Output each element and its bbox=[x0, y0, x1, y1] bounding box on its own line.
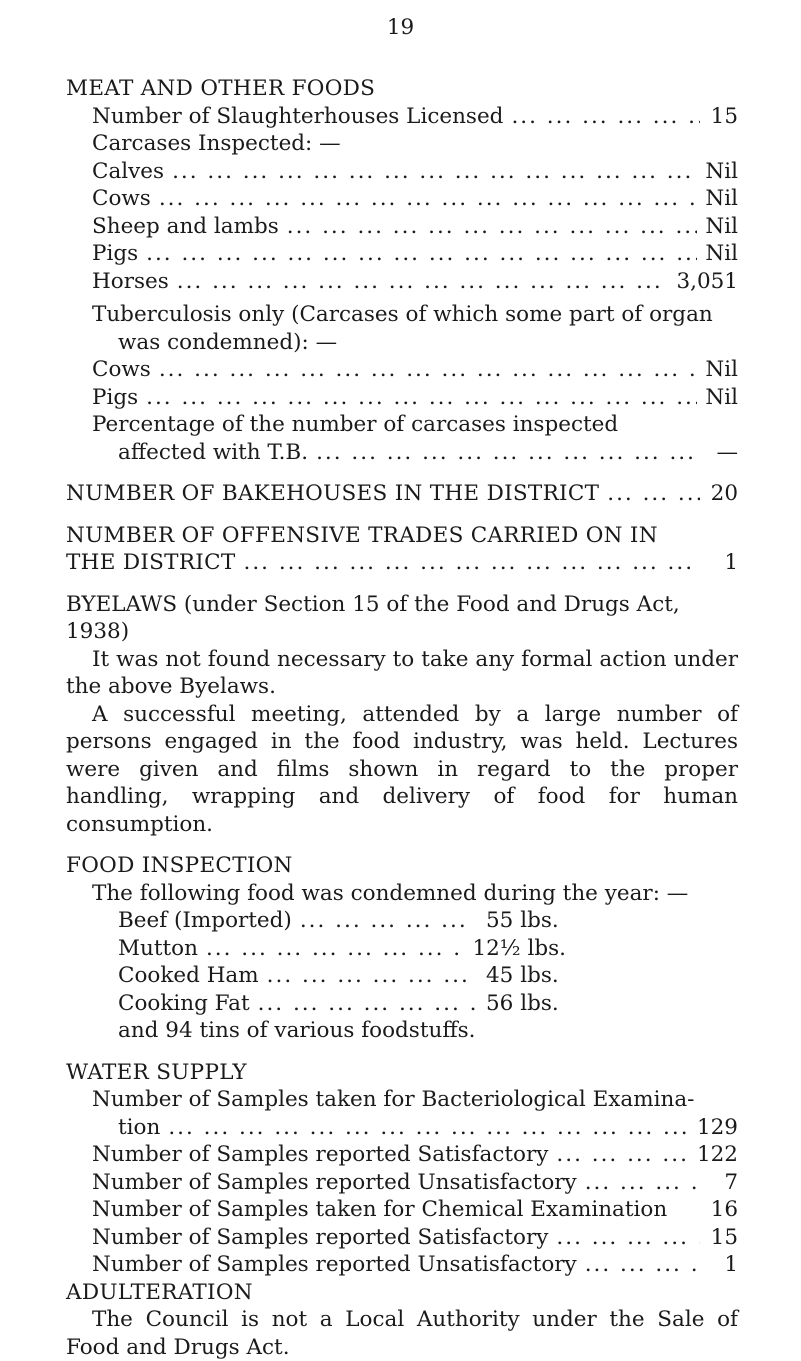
offensive-line1: NUMBER OF OFFENSIVE TRADES CARRIED ON IN bbox=[66, 522, 658, 548]
food-label: Cooking Fat bbox=[118, 990, 250, 1016]
leader-dots bbox=[287, 213, 698, 241]
food-tins: and 94 tins of various foodstuffs. bbox=[118, 1018, 476, 1043]
percentage-line1: Percentage of the number of carcases inspected bbox=[92, 412, 619, 437]
percentage-value: — bbox=[716, 439, 738, 465]
carcase-value: Nil bbox=[705, 158, 738, 184]
bakehouses-label: NUMBER OF BAKEHOUSES IN THE DISTRICT bbox=[66, 481, 600, 506]
water-value: 1 bbox=[724, 1252, 738, 1277]
water-value: 129 bbox=[696, 1114, 738, 1140]
water-value: 7 bbox=[724, 1169, 738, 1195]
leader-dots bbox=[585, 1169, 700, 1197]
carcase-label: Sheep and lambs bbox=[92, 213, 279, 239]
leader-dots bbox=[607, 480, 700, 508]
food-inspection-heading: FOOD INSPECTION bbox=[66, 853, 293, 878]
byelaws-para1: It was not found necessary to take any formal action under the above Byelaws. bbox=[66, 646, 738, 699]
water-row bbox=[66, 1196, 738, 1224]
leader-dots bbox=[159, 356, 698, 384]
carcase-label: Cows bbox=[92, 186, 151, 211]
tb-value: Nil bbox=[705, 357, 738, 382]
water-list bbox=[66, 1086, 738, 1279]
document-body bbox=[66, 75, 738, 1361]
carcase-value: 3,051 bbox=[676, 268, 738, 294]
food-value: 56 lbs. bbox=[486, 990, 559, 1016]
leader-dots bbox=[146, 384, 697, 412]
leader-dots bbox=[177, 268, 669, 296]
food-row-beef bbox=[66, 907, 566, 935]
tb-label: Pigs bbox=[92, 384, 139, 410]
bakehouses-row bbox=[66, 480, 738, 508]
tb-label: Cows bbox=[92, 357, 151, 382]
slaughterhouses-value: 15 bbox=[710, 103, 738, 129]
food-value: 55 lbs. bbox=[486, 908, 559, 933]
water-bact-row bbox=[66, 1114, 738, 1142]
adulteration-text: The Council is not a Local Authority under the Sale of Food and Drugs Act. bbox=[66, 1307, 738, 1360]
water-label: tion bbox=[118, 1114, 161, 1140]
adulteration-heading: ADULTERATION bbox=[66, 1279, 253, 1305]
slaughterhouses-row bbox=[66, 103, 738, 131]
food-row-mutton bbox=[66, 935, 566, 963]
leader-dots bbox=[206, 935, 465, 963]
leader-dots bbox=[159, 185, 698, 213]
carcase-row-sheep bbox=[66, 213, 738, 241]
leader-dots bbox=[556, 1141, 689, 1169]
leader-dots bbox=[585, 1251, 700, 1279]
carcase-value: Nil bbox=[705, 186, 738, 211]
water-row bbox=[66, 1141, 738, 1169]
tb-heading: Tuberculosis only (Carcases of which some part of organ was condemned): — bbox=[92, 302, 713, 355]
water-label: Number of Samples taken for Chemical Examination bbox=[92, 1197, 668, 1222]
leader-dots bbox=[172, 158, 697, 186]
carcase-value: Nil bbox=[705, 213, 738, 239]
food-label: Beef (Imported) bbox=[118, 908, 292, 933]
carcases-heading: Carcases Inspected: — bbox=[92, 131, 341, 156]
offensive-row bbox=[66, 549, 738, 577]
carcase-label: Horses bbox=[92, 268, 169, 294]
water-value: 122 bbox=[696, 1142, 738, 1167]
carcase-row-calves bbox=[66, 158, 738, 186]
tb-row-pigs bbox=[66, 384, 738, 412]
leader-dots bbox=[300, 907, 478, 935]
percentage-row bbox=[66, 439, 738, 467]
carcase-row-horses bbox=[66, 268, 738, 296]
leader-dots bbox=[511, 103, 700, 131]
water-label: Number of Samples reported Satisfactory bbox=[92, 1142, 549, 1167]
byelaws-heading: BYELAWS (under Section 15 of the Food and Drugs Act, 1938) bbox=[66, 591, 680, 644]
water-label: Number of Samples reported Unsatisfactory bbox=[92, 1252, 577, 1277]
leader-dots bbox=[316, 439, 700, 467]
leader-dots bbox=[556, 1224, 700, 1252]
water-row bbox=[66, 1224, 738, 1252]
water-heading: WATER SUPPLY bbox=[66, 1059, 247, 1085]
food-list bbox=[66, 907, 566, 1017]
percentage-label: affected with T.B. bbox=[118, 439, 309, 465]
water-bact-line1: Number of Samples taken for Bacteriological Examina- bbox=[92, 1087, 695, 1112]
tb-row-cows bbox=[66, 356, 738, 384]
carcase-row-cows bbox=[66, 185, 738, 213]
carcase-label: Pigs bbox=[92, 241, 139, 266]
leader-dots bbox=[146, 240, 697, 268]
water-label: Number of Samples reported Satisfactory bbox=[92, 1224, 549, 1250]
carcase-row-pigs bbox=[66, 240, 738, 268]
bakehouses-value: 20 bbox=[710, 481, 738, 506]
water-value: 16 bbox=[710, 1197, 738, 1222]
carcase-label: Calves bbox=[92, 158, 165, 184]
food-value: 45 lbs. bbox=[486, 963, 559, 988]
food-inspection-intro: The following food was condemned during the year: — bbox=[92, 880, 689, 906]
offensive-label: THE DISTRICT bbox=[66, 550, 236, 575]
food-row-fat bbox=[66, 990, 566, 1018]
byelaws-para2: A successful meeting, attended by a large number of persons engaged in the food industry, was held. Lectures were given and films shown in regard to the proper handling, wrapping and delivery of food for human consumption. bbox=[66, 701, 738, 837]
leader-dots bbox=[267, 962, 478, 990]
meat-heading: MEAT AND OTHER FOODS bbox=[66, 76, 376, 101]
page-number: 19 bbox=[386, 15, 415, 40]
leader-dots bbox=[244, 549, 701, 577]
leader-dots bbox=[168, 1114, 689, 1142]
slaughterhouses-label: Number of Slaughterhouses Licensed bbox=[92, 103, 504, 129]
food-label: Cooked Ham bbox=[118, 963, 259, 988]
carcase-value: Nil bbox=[705, 241, 738, 266]
water-row bbox=[66, 1169, 738, 1197]
food-row-ham bbox=[66, 962, 566, 990]
leader-dots bbox=[258, 990, 478, 1018]
water-label: Number of Samples reported Unsatisfactory bbox=[92, 1169, 577, 1195]
water-value: 15 bbox=[710, 1224, 738, 1250]
food-value: 12½ lbs. bbox=[472, 935, 566, 961]
tb-value: Nil bbox=[705, 384, 738, 410]
offensive-value: 1 bbox=[724, 550, 738, 575]
water-row bbox=[66, 1251, 738, 1279]
food-label: Mutton bbox=[118, 935, 198, 961]
